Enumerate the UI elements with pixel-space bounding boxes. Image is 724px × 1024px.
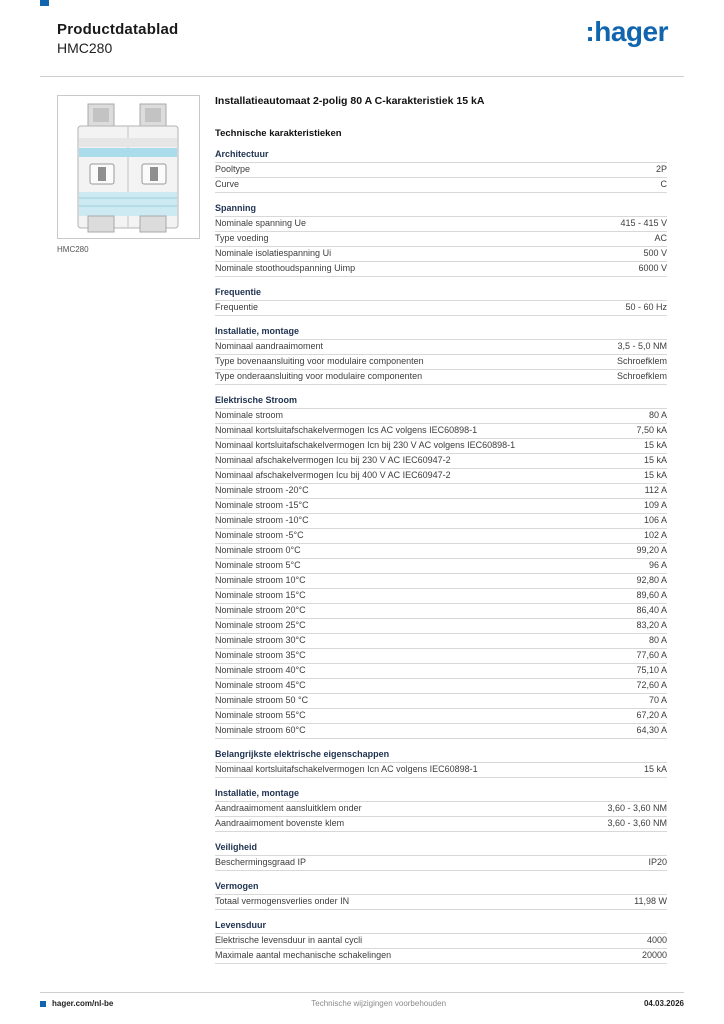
spec-sections <box>215 148 667 964</box>
spec-row <box>215 370 667 385</box>
spec-label: Nominale stroom <box>215 410 284 420</box>
spec-label: Nominaal kortsluitafschakelvermogen Ics AC volgens IEC60898-1 <box>215 425 478 435</box>
spec-value: 7,50 kA <box>636 425 667 435</box>
section <box>215 325 667 385</box>
section-title: Installatie, montage <box>215 325 667 340</box>
section-title: Levensduur <box>215 919 667 934</box>
spec-label: Nominale stroom 30°C <box>215 635 306 645</box>
spec-value: 106 A <box>643 515 667 525</box>
footer-divider <box>40 992 684 993</box>
spec-value: 15 kA <box>643 440 667 450</box>
spec-label: Nominale stroom 35°C <box>215 650 306 660</box>
spec-value: 64,30 A <box>636 725 667 735</box>
spec-row <box>215 649 667 664</box>
spec-row <box>215 247 667 262</box>
page-footer <box>40 999 684 1008</box>
spec-row <box>215 484 667 499</box>
spec-label: Nominale stroom -10°C <box>215 515 309 525</box>
spec-value: 70 A <box>648 695 667 705</box>
spec-row <box>215 724 667 739</box>
spec-value: 92,80 A <box>636 575 667 585</box>
section-title: Architectuur <box>215 148 667 163</box>
spec-label: Nominale spanning Ue <box>215 218 307 228</box>
spec-label: Nominaal afschakelvermogen Icu bij 230 V AC IEC60947-2 <box>215 455 451 465</box>
spec-row <box>215 424 667 439</box>
spec-row <box>215 589 667 604</box>
spec-row <box>215 817 667 832</box>
spec-value: AC <box>654 233 667 243</box>
spec-value: 15 kA <box>643 455 667 465</box>
section <box>215 286 667 316</box>
spec-row <box>215 262 667 277</box>
spec-label: Curve <box>215 179 240 189</box>
brand-square-icon <box>40 1001 46 1007</box>
spec-label: Nominaal afschakelvermogen Icu bij 400 V AC IEC60947-2 <box>215 470 451 480</box>
spec-label: Pooltype <box>215 164 251 174</box>
spec-label: Nominale stroom 15°C <box>215 590 306 600</box>
spec-value: 109 A <box>643 500 667 510</box>
spec-label: Nominaal kortsluitafschakelvermogen Icn AC volgens IEC60898-1 <box>215 764 478 774</box>
spec-row <box>215 763 667 778</box>
section <box>215 841 667 871</box>
section-title: Frequentie <box>215 286 667 301</box>
spec-value: 11,98 W <box>634 896 667 906</box>
spec-row <box>215 232 667 247</box>
spec-row <box>215 178 667 193</box>
spec-value: 89,60 A <box>636 590 667 600</box>
spec-row <box>215 409 667 424</box>
spec-label: Nominale stroom 40°C <box>215 665 306 675</box>
spec-label: Totaal vermogensverlies onder IN <box>215 896 350 906</box>
spec-value: 80 A <box>648 410 667 420</box>
spec-label: Beschermingsgraad IP <box>215 857 307 867</box>
spec-row <box>215 604 667 619</box>
spec-value: IP20 <box>648 857 667 867</box>
spec-row <box>215 634 667 649</box>
product-title: Installatieautomaat 2-polig 80 A C-karakteristiek 15 kA <box>215 95 485 107</box>
spec-value: 4000 <box>646 935 667 945</box>
spec-label: Aandraaimoment aansluitklem onder <box>215 803 362 813</box>
section-title: Belangrijkste elektrische eigenschappen <box>215 748 667 763</box>
footer-website-link[interactable]: hager.com/nl-be <box>52 999 114 1008</box>
spec-row <box>215 469 667 484</box>
spec-row <box>215 694 667 709</box>
spec-label: Type bovenaansluiting voor modulaire componenten <box>215 356 424 366</box>
footer-left <box>40 999 113 1008</box>
spec-value: 102 A <box>643 530 667 540</box>
spec-row <box>215 163 667 178</box>
spec-value: 96 A <box>648 560 667 570</box>
section <box>215 880 667 910</box>
spec-value: 20000 <box>641 950 667 960</box>
spec-row <box>215 802 667 817</box>
document-header <box>57 21 178 57</box>
section-title: Veiligheid <box>215 841 667 856</box>
spec-value: 99,20 A <box>636 545 667 555</box>
section-title: Vermogen <box>215 880 667 895</box>
product-image-caption: HMC280 <box>57 245 89 254</box>
section <box>215 787 667 832</box>
spec-label: Nominale stroom 60°C <box>215 725 306 735</box>
spec-value: 50 - 60 Hz <box>625 302 667 312</box>
spec-label: Nominale stoothoudspanning Uimp <box>215 263 356 273</box>
section <box>215 394 667 739</box>
spec-value: 112 A <box>644 485 667 495</box>
spec-label: Nominale stroom 55°C <box>215 710 306 720</box>
specs-subtitle: Technische karakteristieken <box>215 128 342 139</box>
spec-value: 75,10 A <box>636 665 667 675</box>
product-code: HMC280 <box>57 40 113 56</box>
spec-value: 3,60 - 3,60 NM <box>607 803 667 813</box>
spec-value: C <box>660 179 667 189</box>
hager-logo: :hager <box>585 16 668 47</box>
section <box>215 148 667 193</box>
spec-value: 15 kA <box>643 764 667 774</box>
spec-value: 3,5 - 5,0 NM <box>617 341 667 351</box>
spec-value: 2P <box>655 164 667 174</box>
spec-label: Nominaal aandraaimoment <box>215 341 324 351</box>
spec-label: Aandraaimoment bovenste klem <box>215 818 345 828</box>
spec-row <box>215 217 667 232</box>
spec-row <box>215 856 667 871</box>
spec-value: 83,20 A <box>636 620 667 630</box>
document-type: Productdatablad <box>57 21 179 38</box>
footer-disclaimer: Technische wijzigingen voorbehouden <box>311 999 447 1008</box>
spec-row <box>215 529 667 544</box>
spec-label: Type onderaansluiting voor modulaire componenten <box>215 371 423 381</box>
spec-label: Maximale aantal mechanische schakelingen <box>215 950 392 960</box>
spec-row <box>215 301 667 316</box>
spec-value: 77,60 A <box>636 650 667 660</box>
spec-label: Elektrische levensduur in aantal cycli <box>215 935 363 945</box>
spec-label: Nominale stroom -20°C <box>215 485 309 495</box>
spec-label: Nominale isolatiespanning Ui <box>215 248 332 258</box>
header-divider <box>40 76 684 77</box>
spec-row <box>215 664 667 679</box>
spec-row <box>215 949 667 964</box>
spec-row <box>215 895 667 910</box>
spec-value: Schroefklem <box>616 356 667 366</box>
spec-label: Nominale stroom 10°C <box>215 575 306 585</box>
section-title: Spanning <box>215 202 667 217</box>
section-title: Installatie, montage <box>215 787 667 802</box>
spec-row <box>215 355 667 370</box>
spec-value: Schroefklem <box>616 371 667 381</box>
spec-value: 15 kA <box>643 470 667 480</box>
spec-value: 72,60 A <box>636 680 667 690</box>
spec-label: Frequentie <box>215 302 259 312</box>
spec-row <box>215 619 667 634</box>
spec-label: Nominale stroom 45°C <box>215 680 306 690</box>
circuit-breaker-image <box>58 96 199 238</box>
spec-value: 415 - 415 V <box>620 218 667 228</box>
spec-label: Nominale stroom -15°C <box>215 500 309 510</box>
spec-row <box>215 439 667 454</box>
section <box>215 919 667 964</box>
spec-label: Type voeding <box>215 233 269 243</box>
spec-row <box>215 499 667 514</box>
spec-row <box>215 340 667 355</box>
spec-value: 67,20 A <box>636 710 667 720</box>
spec-label: Nominale stroom 20°C <box>215 605 306 615</box>
section <box>215 202 667 277</box>
spec-value: 500 V <box>643 248 667 258</box>
spec-label: Nominale stroom 50 °C <box>215 695 309 705</box>
spec-value: 86,40 A <box>636 605 667 615</box>
spec-row <box>215 544 667 559</box>
spec-value: 6000 V <box>638 263 667 273</box>
spec-row <box>215 709 667 724</box>
spec-label: Nominale stroom 0°C <box>215 545 301 555</box>
spec-row <box>215 679 667 694</box>
specs-column <box>215 95 667 964</box>
product-image-frame <box>57 95 200 239</box>
spec-row <box>215 454 667 469</box>
spec-value: 80 A <box>648 635 667 645</box>
spec-value: 3,60 - 3,60 NM <box>607 818 667 828</box>
spec-label: Nominaal kortsluitafschakelvermogen Icn bij 230 V AC volgens IEC60898-1 <box>215 440 516 450</box>
spec-label: Nominale stroom 5°C <box>215 560 301 570</box>
footer-date: 04.03.2026 <box>643 999 684 1008</box>
spec-label: Nominale stroom 25°C <box>215 620 306 630</box>
section <box>215 748 667 778</box>
spec-row <box>215 559 667 574</box>
section-title: Elektrische Stroom <box>215 394 667 409</box>
spec-row <box>215 574 667 589</box>
spec-row <box>215 514 667 529</box>
brand-corner-mark <box>40 0 49 6</box>
spec-label: Nominale stroom -5°C <box>215 530 304 540</box>
spec-row <box>215 934 667 949</box>
